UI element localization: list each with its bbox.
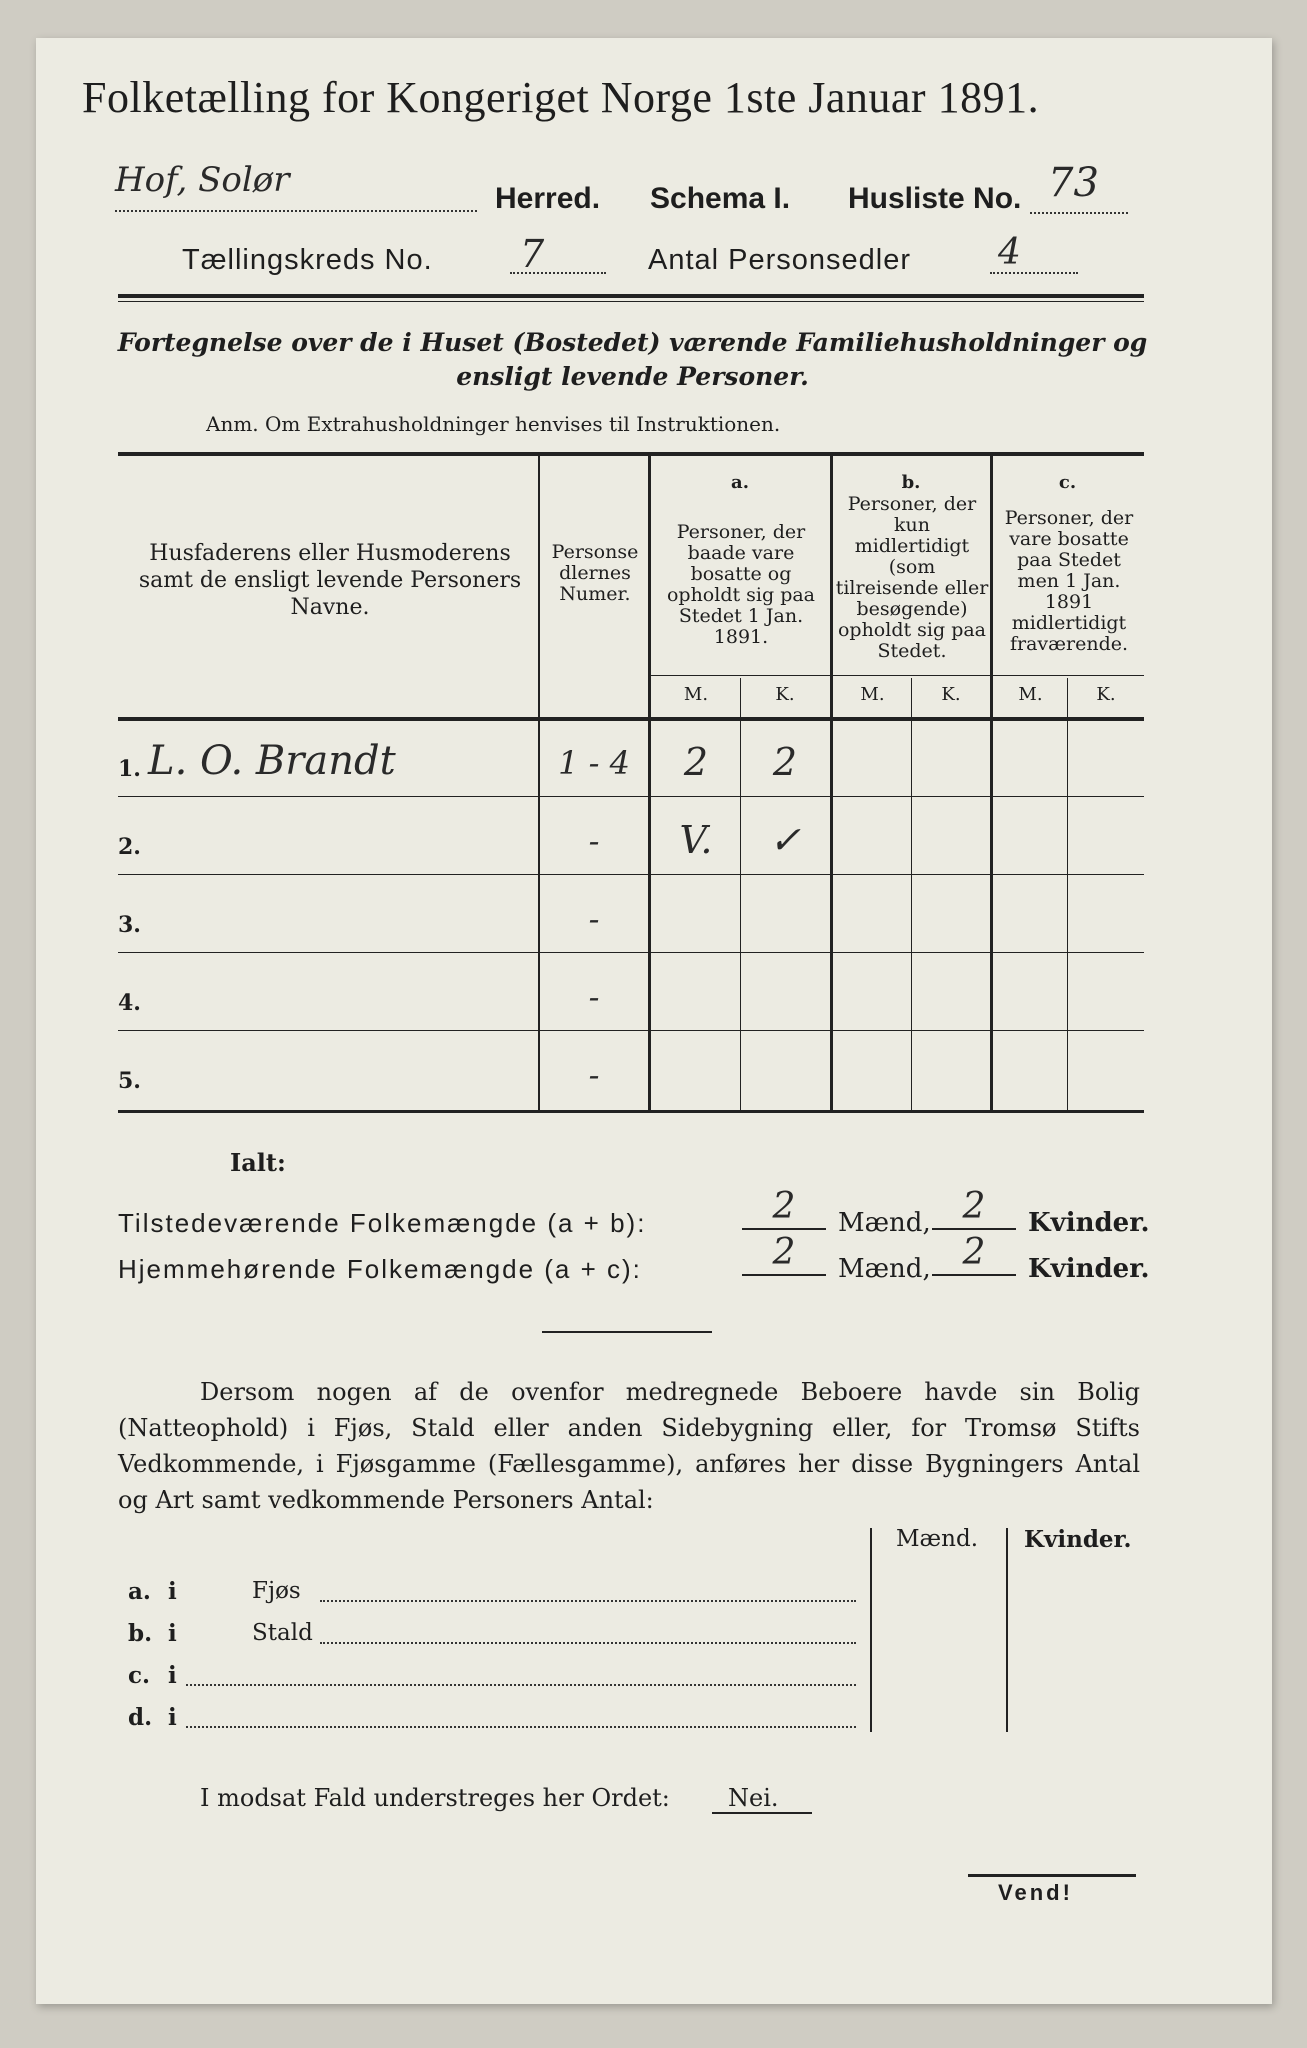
- building-dotted-line: [320, 1642, 856, 1644]
- form-title: Folketælling for Kongeriget Norge 1ste Januar 1891.: [82, 73, 1040, 122]
- intro-heading: Fortegnelse over de i Huset (Bostedet) værende Familiehusholdninger og ensligt levende Personer.: [117, 328, 1148, 391]
- building-i: i: [168, 1704, 177, 1731]
- building-letter: c.: [128, 1662, 151, 1689]
- total-line1-men: 2: [772, 1186, 796, 1227]
- buildings-col-divider-1: [870, 1528, 872, 1732]
- herred-value: Hof, Solør: [115, 160, 290, 200]
- total-line1-women-underline: [932, 1228, 1016, 1230]
- building-dotted-line: [320, 1600, 856, 1602]
- anm-note: Anm. Om Extrahusholdninger henvises til Instruktionen.: [206, 412, 781, 436]
- total-line1-women: 2: [962, 1186, 986, 1227]
- row-a-women: 2: [772, 740, 798, 784]
- herred-dotted-line: [115, 210, 477, 212]
- total-line2-maend: Mænd,: [838, 1254, 931, 1284]
- antal-label: Antal Personsedler: [648, 244, 912, 276]
- row-name: L. O. Brandt: [148, 738, 396, 784]
- husliste-label: Husliste No.: [848, 182, 1022, 215]
- vend-label: Vend!: [998, 1880, 1073, 1905]
- row-separator: [118, 874, 1144, 875]
- row-numer: -: [588, 978, 600, 1016]
- row-a-men: V.: [679, 818, 713, 862]
- total-line2-men-underline: [742, 1274, 826, 1276]
- row-separator: [118, 952, 1144, 953]
- col-header-c-letter: c.: [1058, 472, 1077, 493]
- husliste-value: 73: [1048, 160, 1099, 206]
- antal-dotted-line: [990, 272, 1078, 274]
- row-separator: [118, 796, 1144, 797]
- row-a-men: 2: [683, 740, 709, 784]
- kreds-dotted-line: [510, 272, 606, 274]
- building-i: i: [168, 1662, 177, 1689]
- col-divider-a: [830, 456, 833, 1112]
- row-number: 4.: [118, 990, 141, 1016]
- total-line2-women-underline: [932, 1274, 1016, 1276]
- col-b-m: M.: [860, 684, 885, 705]
- buildings-paragraph: Dersom nogen af de ovenfor medregnede Beboere havde sin Bolig (Natteophold) i Fjøs, Stald eller anden Sidebygning eller, for Tromsø Stifts Vedkommende, i Fjøsgamme (Fællesgamme), anføres her disse Bygningers Antal og Art samt vedkommende Personers Antal:: [118, 1378, 1140, 1514]
- row-numer: -: [588, 822, 600, 860]
- kreds-value: 7: [520, 232, 545, 276]
- col-header-c: Personer, der vare bosatte paa Stedet men 1 Jan. 1891 midlertidigt fraværende.: [1004, 507, 1134, 655]
- buildings-col-maend: Mænd.: [896, 1526, 979, 1552]
- row-separator: [118, 1030, 1144, 1031]
- husliste-dotted-line: [1030, 212, 1128, 214]
- col-divider-numer: [648, 456, 651, 1112]
- row-a-women: ✓: [769, 818, 801, 862]
- col-divider-b-mk: [911, 678, 912, 1112]
- col-divider-c-mk: [1067, 678, 1068, 1112]
- antal-value: 4: [998, 232, 1021, 273]
- total-line1-men-underline: [742, 1228, 826, 1230]
- col-divider-names: [538, 456, 540, 1112]
- col-header-b-letter: b.: [901, 472, 921, 493]
- building-letter: a.: [128, 1578, 151, 1605]
- vend-rule: [968, 1874, 1136, 1877]
- herred-label: Herred.: [495, 182, 601, 215]
- col-b-k: K.: [941, 684, 961, 705]
- building-letter: b.: [128, 1620, 153, 1647]
- total-line1-maend: Mænd,: [838, 1208, 931, 1238]
- total-line2-women: 2: [962, 1232, 986, 1273]
- col-header-a-letter: a.: [731, 472, 749, 493]
- schema-label: Schema I.: [650, 182, 791, 215]
- col-a-m: M.: [683, 684, 709, 705]
- header-rule-thick: [118, 294, 1144, 298]
- total-line1-label: Tilstedeværende Folkemængde (a + b):: [118, 1208, 647, 1238]
- row-number: 5.: [118, 1068, 141, 1094]
- building-dotted-line: [186, 1684, 856, 1686]
- buildings-col-divider-2: [1006, 1528, 1008, 1732]
- col-a-k: K.: [775, 684, 795, 705]
- col-header-b: Personer, der kun midlertidigt (som tilreisende eller besøgende) opholdt sig paa Stedet.: [835, 493, 989, 662]
- modsat-word: Nei.: [728, 1784, 779, 1812]
- building-dotted-line: [186, 1726, 856, 1728]
- col-divider-b: [990, 456, 993, 1112]
- row-numer: -: [588, 900, 600, 938]
- col-header-names: Husfaderens eller Husmoderens samt de ensligt levende Personers Navne.: [138, 541, 522, 620]
- row-numer: -: [588, 1056, 600, 1094]
- buildings-col-kvinder: Kvinder.: [1024, 1526, 1132, 1553]
- section-divider: [542, 1331, 712, 1333]
- building-label: Stald: [252, 1620, 313, 1646]
- modsat-label: I modsat Fald understreges her Ordet:: [200, 1784, 670, 1812]
- building-label: Fjøs: [252, 1578, 301, 1604]
- kreds-label: Tællingskreds No.: [182, 244, 433, 276]
- row-number: 3.: [118, 912, 141, 938]
- total-line1-kvinder: Kvinder.: [1028, 1208, 1150, 1238]
- col-header-numer: Personsedlernes Numer.: [551, 541, 639, 605]
- modsat-underline: [712, 1812, 812, 1814]
- header-rule-thin: [118, 301, 1144, 302]
- row-number: 2.: [118, 834, 141, 860]
- mk-separator-line: [651, 675, 1144, 676]
- building-i: i: [168, 1620, 177, 1647]
- building-i: i: [168, 1578, 177, 1605]
- row-number: 1.: [118, 756, 141, 782]
- col-header-a: Personer, der baade vare bosatte og opholdt sig paa Stedet 1 Jan. 1891.: [666, 521, 816, 648]
- total-line2-kvinder: Kvinder.: [1028, 1254, 1150, 1284]
- building-letter: d.: [128, 1704, 153, 1731]
- row-numer: 1 - 4: [558, 744, 630, 782]
- total-line2-label: Hjemmehørende Folkemængde (a + c):: [118, 1254, 642, 1284]
- col-c-m: M.: [1018, 684, 1043, 705]
- col-c-k: K.: [1096, 684, 1116, 705]
- ialt-label: Ialt:: [230, 1148, 286, 1177]
- total-line2-men: 2: [772, 1232, 796, 1273]
